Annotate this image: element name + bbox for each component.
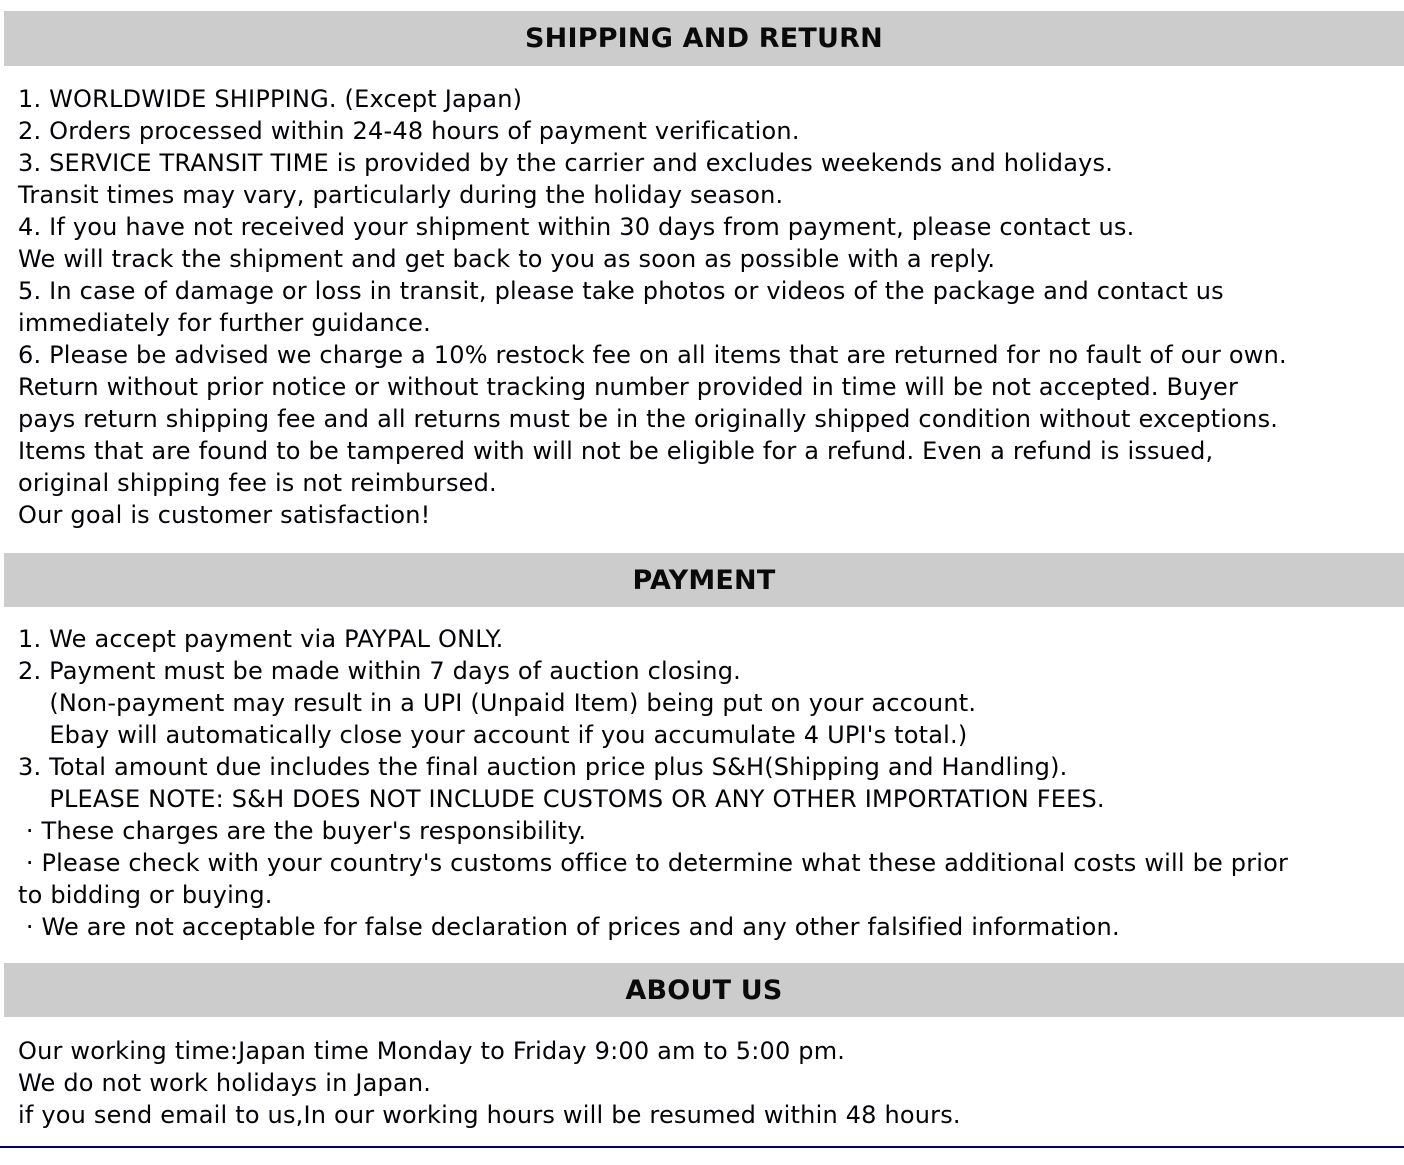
text-line: · Please check with your country's customs office to determine what these additional costs will be prior: [18, 849, 1289, 877]
section-body-payment: [0, 623, 1404, 943]
text-line: 1. WORLDWIDE SHIPPING. (Except Japan): [18, 85, 523, 113]
section-title: PAYMENT: [632, 564, 776, 596]
text-line: 4. If you have not received your shipment within 30 days from payment, please contact us.: [18, 213, 1135, 241]
text-line: Our goal is customer satisfaction!: [18, 501, 431, 529]
section-title: ABOUT US: [625, 974, 783, 1006]
text-line: to bidding or buying.: [18, 881, 273, 909]
text-line: pays return shipping fee and all returns must be in the originally shipped condition without exceptions.: [18, 405, 1279, 433]
text-line: immediately for further guidance.: [18, 309, 431, 337]
section-title: SHIPPING AND RETURN: [525, 23, 883, 54]
bottom-divider-rule: [0, 1146, 1404, 1148]
section-header-shipping-and-return: [4, 11, 1404, 66]
text-line: 3. Total amount due includes the final auction price plus S&H(Shipping and Handling).: [18, 753, 1068, 781]
section-body-shipping-and-return: [0, 83, 1404, 531]
section-about-us: [0, 963, 1404, 1131]
text-line: (Non-payment may result in a UPI (Unpaid Item) being put on your account.: [18, 689, 977, 717]
text-line: Transit times may vary, particularly during the holiday season.: [18, 181, 784, 209]
text-line: 5. In case of damage or loss in transit, please take photos or videos of the package and contact us: [18, 277, 1224, 305]
text-line: 6. Please be advised we charge a 10% restock fee on all items that are returned for no fault of our own.: [18, 341, 1287, 369]
section-header-payment: [4, 553, 1404, 607]
text-line: 1. We accept payment via PAYPAL ONLY.: [18, 625, 504, 653]
text-line: Ebay will automatically close your account if you accumulate 4 UPI's total.): [18, 721, 968, 749]
section-shipping-and-return: [0, 11, 1404, 531]
text-line: Items that are found to be tampered with will not be eligible for a refund. Even a refund is issued,: [18, 437, 1214, 465]
listing-description-page: [0, 11, 1404, 1165]
text-line: Our working time:Japan time Monday to Friday 9:00 am to 5:00 pm.: [18, 1037, 846, 1065]
text-line: if you send email to us,In our working hours will be resumed within 48 hours.: [18, 1101, 961, 1129]
section-body-about-us: [0, 1035, 1404, 1131]
text-line: · We are not acceptable for false declaration of prices and any other falsified information.: [18, 913, 1120, 941]
text-line: Return without prior notice or without tracking number provided in time will be not accepted. Buyer: [18, 373, 1239, 401]
text-line: 2. Payment must be made within 7 days of auction closing.: [18, 657, 741, 685]
text-line: 3. SERVICE TRANSIT TIME is provided by the carrier and excludes weekends and holidays.: [18, 149, 1114, 177]
section-payment: [0, 553, 1404, 943]
text-line: We will track the shipment and get back to you as soon as possible with a reply.: [18, 245, 996, 273]
section-header-about-us: [4, 963, 1404, 1017]
text-line: We do not work holidays in Japan.: [18, 1069, 432, 1097]
text-line: PLEASE NOTE: S&H DOES NOT INCLUDE CUSTOMS OR ANY OTHER IMPORTATION FEES.: [18, 785, 1105, 813]
text-line: · These charges are the buyer's responsibility.: [18, 817, 587, 845]
text-line: original shipping fee is not reimbursed.: [18, 469, 497, 497]
text-line: 2. Orders processed within 24-48 hours of payment verification.: [18, 117, 800, 145]
